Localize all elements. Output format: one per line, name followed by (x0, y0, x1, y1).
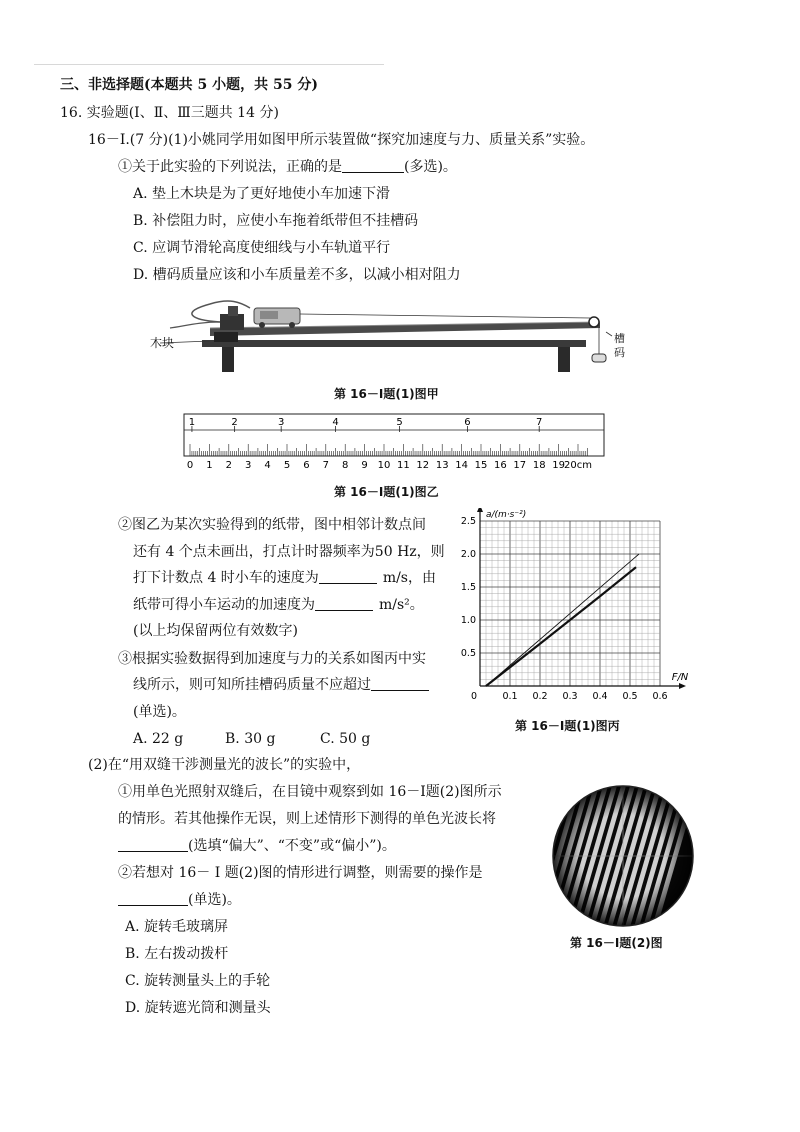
x-tick-label: 0.4 (592, 691, 608, 702)
sub2-line4-text: 纸带可得小车运动的加速度为 (133, 597, 315, 613)
part2-option-a[interactable]: A. 旋转毛玻璃屏 (125, 919, 229, 935)
part2-q1-line3-text: (选填“偏大”、“不变”或“偏小”)。 (188, 838, 396, 854)
sub2-line4 (133, 596, 424, 614)
y-axis-arrow (477, 508, 483, 512)
sub3-line2-text: 线所示，则可知所挂槽码质量不应超过 (133, 677, 371, 693)
operation-blank[interactable] (118, 891, 188, 906)
ruler-scale-label: 16 (494, 460, 507, 471)
sub2-note: (以上均保留两位有效数字) (133, 623, 298, 639)
count-point-label: 6 (464, 417, 471, 428)
ruler-scale-label: 4 (264, 460, 271, 471)
wavelength-blank[interactable] (118, 837, 188, 852)
y-tick-label: 1.0 (460, 615, 476, 626)
sub1-option-d[interactable]: D. 槽码质量应该和小车质量差不多，以减小相对阻力 (133, 267, 461, 283)
ruler-scale-label: 9 (361, 460, 368, 471)
top-divider (34, 64, 384, 65)
fig-jia-caption: 第 16－Ⅰ题(1)图甲 (334, 387, 439, 401)
weight (592, 354, 606, 362)
part2-intro: (2)在“用双缝干涉测量光的波长”的实验中， (88, 757, 361, 773)
label-wood-block: 木块 (150, 336, 175, 350)
sub1-option-a[interactable]: A. 垫上木块是为了更好地使小车加速下滑 (133, 186, 391, 202)
ruler-scale-label: 17 (513, 460, 527, 471)
base-plank (202, 340, 586, 347)
x-tick-label: 0.6 (652, 691, 668, 702)
count-point-label: 3 (277, 417, 285, 428)
q16-title: 16. 实验题(Ⅰ、Ⅱ、Ⅲ三题共 14 分) (60, 105, 279, 121)
ruler-scale-label: 19 (552, 460, 565, 471)
acceleration-force-chart (455, 508, 695, 713)
sub1-prompt-text: ①关于此实验的下列说法，正确的是 (118, 159, 342, 175)
sub2-line3-text: 打下计数点 4 时小车的速度为 (133, 570, 319, 586)
sub1-option-b[interactable]: B. 补偿阻力时，应使小车拖着纸带但不挂槽码 (133, 213, 419, 229)
q16-part1-intro: 16－Ⅰ.(7 分)(1)小姚同学用如图甲所示装置做“探究加速度与力、质量关系”实验。 (88, 132, 595, 148)
label-weight-1: 槽 (614, 332, 625, 345)
x-tick-label: 0.2 (532, 691, 548, 702)
x-tick-label: 0.5 (622, 691, 638, 702)
label-weight-2: 码 (614, 346, 625, 359)
sub3-line1: ③根据实验数据得到加速度与力的关系如图丙中实 (118, 651, 426, 667)
ruler-scale-label: 18 (532, 460, 546, 471)
ruler-scale-label: 8 (342, 460, 349, 471)
ruler-scale-label: 10 (377, 460, 391, 471)
part2-q1-line2: 的情形。若其他操作无误，则上述情形下测得的单色光波长将 (118, 811, 496, 827)
bench-leg-right (558, 344, 570, 372)
interference-pattern-figure (548, 784, 698, 929)
sub2-line4-unit: m/s²。 (379, 597, 424, 613)
sub2-line3-unit: m/s，由 (382, 570, 436, 586)
bench-leg-left (222, 344, 234, 372)
ruler-scale-label: 15 (474, 460, 488, 471)
count-point-label: 2 (231, 417, 238, 428)
string (300, 314, 590, 318)
count-point-label: 4 (332, 417, 339, 428)
ruler-scale-label: 2 (225, 460, 232, 471)
part2-option-d[interactable]: D. 旋转遮光筒和测量头 (125, 1000, 271, 1016)
sub3-option-a[interactable]: A. 22 g (133, 731, 184, 747)
part2-q2-line2-text: (单选)。 (188, 892, 241, 908)
y-tick-label: 2.5 (460, 516, 476, 527)
ruler-scale-label: 6 (303, 460, 310, 471)
sub3-line2 (133, 676, 429, 694)
tape-ruler (180, 412, 610, 472)
count-point-label: 5 (396, 417, 403, 428)
wood-block (214, 332, 238, 342)
ruler-scale-label: 1 (206, 460, 213, 471)
acceleration-blank[interactable] (315, 596, 373, 611)
sub1-prompt (118, 158, 457, 176)
sub3-option-c[interactable]: C. 50 g (320, 731, 371, 747)
sub1-option-c[interactable]: C. 应调节滑轮高度使细线与小车轨道平行 (133, 240, 391, 256)
y-tick-label: 2.0 (460, 549, 476, 560)
ruler-scale-label: 12 (416, 460, 430, 471)
sub3-option-b[interactable]: B. 30 g (225, 731, 276, 747)
y-tick-label: 0.5 (460, 648, 476, 659)
part2-option-c[interactable]: C. 旋转测量头上的手轮 (125, 973, 271, 989)
ruler-scale-label: 7 (322, 460, 329, 471)
count-point-label: 7 (536, 417, 543, 428)
y-axis-label: a/(m·s⁻²) (486, 510, 527, 520)
ruler-scale-label: 20cm (564, 460, 592, 471)
part2-q1-line1: ①用单色光照射双缝后，在目镜中观察到如 16－Ⅰ题(2)图所示 (118, 784, 502, 800)
x-axis-label: F/N (671, 672, 689, 683)
fig-bing-caption: 第 16－Ⅰ题(1)图丙 (515, 719, 620, 733)
part2-q1-line3 (118, 837, 396, 855)
origin-label: 0 (470, 691, 478, 702)
sub2-line2: 还有 4 个点未画出，打点计时器频率为50 Hz，则 (133, 544, 445, 560)
apparatus-figure (150, 292, 640, 382)
sub2-line3 (133, 569, 436, 587)
section-heading: 三、非选择题(本题共 5 小题，共 55 分) (60, 77, 318, 93)
mass-blank[interactable] (371, 676, 429, 691)
answer-blank[interactable] (342, 158, 404, 173)
fig-yi-caption: 第 16－Ⅰ题(1)图乙 (334, 485, 439, 499)
y-tick-label: 1.5 (460, 582, 476, 593)
timer (220, 314, 244, 330)
pulley (589, 317, 599, 327)
velocity-blank[interactable] (319, 569, 377, 584)
ruler-scale-label: 5 (283, 460, 291, 471)
ruler-scale-label: 13 (435, 460, 449, 471)
part2-q2-line2 (118, 891, 241, 909)
part2-fig-caption: 第 16－Ⅰ题(2)图 (570, 936, 663, 950)
count-point-label: 1 (188, 417, 196, 428)
x-axis-arrow (679, 683, 686, 689)
ruler-scale-label: 3 (245, 460, 252, 471)
ruler-scale-label: 0 (186, 460, 194, 471)
ruler-scale-label: 14 (455, 460, 468, 471)
x-tick-label: 0.1 (502, 691, 518, 702)
sub2-line1: ②图乙为某次实验得到的纸带，图中相邻计数点间 (118, 517, 426, 533)
sub1-prompt-suffix: (多选)。 (404, 159, 457, 175)
sub3-line3: (单选)。 (133, 704, 186, 720)
part2-option-b[interactable]: B. 左右拨动拨杆 (125, 946, 229, 962)
part2-q2-line1: ②若想对 16－ Ⅰ 题(2)图的情形进行调整，则需要的操作是 (118, 865, 483, 881)
x-tick-label: 0.3 (562, 691, 578, 702)
ruler-scale-label: 11 (397, 460, 410, 471)
